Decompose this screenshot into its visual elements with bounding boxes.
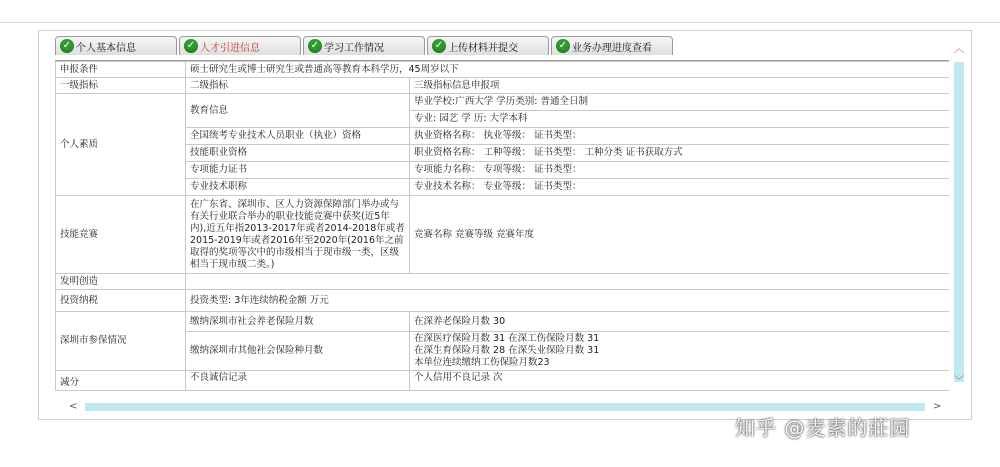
cell-value: 个人信用不良记录 次 [410,371,950,391]
insurance-line: 本单位连续缴纳工伤保险月数23 [414,357,550,368]
insurance-line: 在深生育保险月数 28 在深失业保险月数 31 [414,345,600,356]
check-icon: ✓ [432,39,446,53]
info-table-container [55,60,949,399]
cell-label: 申报条件 [56,62,186,78]
table-row [56,78,950,94]
scrollbar-track[interactable] [954,62,964,382]
header-level1: 一级指标 [56,78,186,94]
tab-label: 人才引进信息 [200,42,260,54]
cell-label: 个人素质 [56,94,186,196]
scroll-down-icon[interactable]: ﹀ [954,376,964,387]
table-row [56,371,950,391]
check-icon: ✓ [184,39,198,53]
table-row [56,62,950,78]
cell-value: 专项能力名称： 专项等级： 证书类型： [410,162,950,179]
check-icon: ✓ [308,39,322,53]
tab-talent-info[interactable] [179,36,301,55]
cell-label: 技能职业资格 [186,145,410,162]
tab-basic-info[interactable] [55,36,177,55]
cell-value: 毕业学校:广西大学 学历类别: 普通全日制 [410,94,950,111]
cell-label: 发明创造 [56,274,186,290]
cell-label: 投资纳税 [56,290,186,312]
table-row [56,179,950,196]
table-row [56,145,950,162]
cell-label: 不良诚信记录 [186,371,410,391]
tab-bar [55,36,673,56]
cell-label: 减分 [56,371,186,391]
table-row [56,312,950,332]
cell-label: 专业技术职称 [186,179,410,196]
cell-label: 专项能力证书 [186,162,410,179]
top-divider [0,22,1000,23]
cell-label: 缴纳深圳市其他社会保险种月数 [186,332,410,371]
header-level3: 三级指标信息申报项 [410,78,950,94]
cell-value [186,274,950,290]
table-row [56,196,950,274]
tab-label: 业务办理进度查看 [572,42,652,54]
vertical-scrollbar[interactable] [951,36,967,400]
table-row [56,128,950,145]
cell-label: 深圳市参保情况 [56,312,186,371]
tab-label: 上传材料并提交 [448,42,518,54]
tab-label: 学习工作情况 [324,42,384,54]
cell-value: 竞赛名称 竞赛等级 竞赛年度 [410,196,950,274]
cell-label: 缴纳深圳市社会养老保险月数 [186,312,410,332]
table-row [56,94,950,111]
cell-value: 在深养老保险月数 30 [410,312,950,332]
tab-study-work[interactable] [303,36,425,55]
header-level2: 二级指标 [186,78,410,94]
scroll-up-icon[interactable]: ︿ [954,44,964,55]
tab-upload-submit[interactable] [427,36,549,55]
cell-value: 专业: 园艺 学 历: 大学本科 [410,111,950,128]
cell-label: 教育信息 [186,94,410,128]
cell-value: 投资类型: 3年连续纳税金额 万元 [186,290,950,312]
cell-value [410,332,950,371]
scrollbar-track[interactable] [85,403,925,411]
cell-desc: 在广东省、深圳市、区人力资源保障部门举办或与有关行业联合举办的职业技能竞赛中获奖(近5年内),近五年指2013-2017年或者2014-2018年或者2015-2019年或者2016年至2020年(2016年之前取得的奖项等次中的市级相当于现市级一类，区级相当于现市级二类。) [186,196,410,274]
table-row [56,290,950,312]
watermark: 知乎 @麦素的莊园 [735,416,911,440]
check-icon: ✓ [60,39,74,53]
table-row [56,332,950,371]
cell-value: 硕士研究生或博士研究生或普通高等教育本科学历，45周岁以下 [186,62,950,78]
cell-label: 全国统考专业技术人员职业（执业）资格 [186,128,410,145]
cell-value: 专业技术名称： 专业等级： 证书类型： [410,179,950,196]
table-row [56,274,950,290]
insurance-line: 在深医疗保险月数 31 在深工伤保险月数 31 [414,333,600,344]
cell-value: 职业资格名称： 工种等级： 证书类型： 工种分类 证书获取方式 [410,145,950,162]
scroll-left-icon[interactable]: < [69,401,78,412]
cell-value: 执业资格名称： 执业等级： 证书类型： [410,128,950,145]
scroll-right-icon[interactable]: > [933,401,942,412]
check-icon: ✓ [556,39,570,53]
cell-label: 技能竞赛 [56,196,186,274]
table-row [56,162,950,179]
tab-label: 个人基本信息 [76,42,136,54]
tab-progress[interactable] [551,36,673,55]
talent-info-table [55,61,949,391]
